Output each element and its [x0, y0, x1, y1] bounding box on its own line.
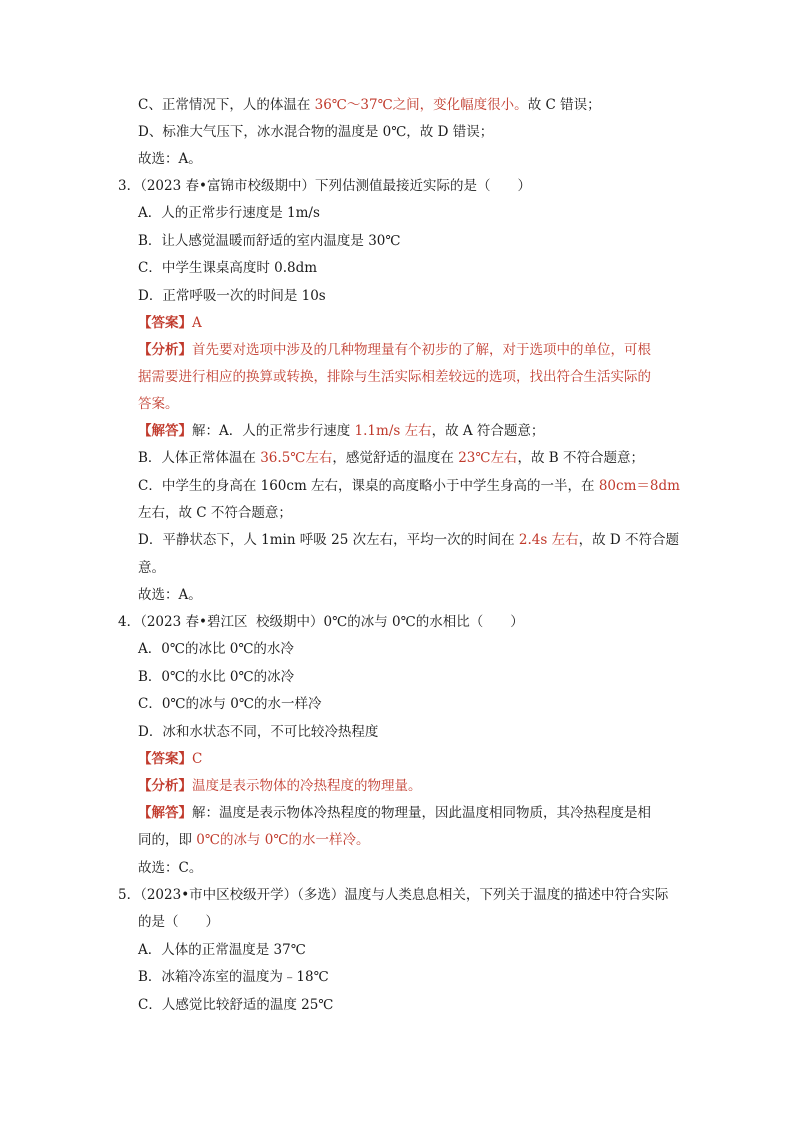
q4-analysis: 【分析】温度是表示物体的冷热程度的物理量。	[138, 778, 422, 794]
q3-solution-d: D．平静状态下，人 1min 呼吸 25 次左右，平均一次的时间在 2.4s 左右，故 D 不符合题	[138, 532, 679, 548]
q3-option-c: C．中学生课桌高度时 0.8dm	[138, 260, 318, 276]
q3-answer: 【答案】A	[138, 315, 202, 331]
q5-option-a: A．人体的正常温度是 37℃	[138, 942, 306, 958]
q3-analysis-line2: 据需要进行相应的换算或转换，排除与生活实际相差较远的选项，找出符合生活实际的	[138, 369, 651, 385]
q4-stem: 4．（2023 春•碧江区 校级期中）0℃的冰与 0℃的水相比（ ）	[118, 614, 524, 630]
q4-option-b: B．0℃的水比 0℃的冰冷	[138, 669, 295, 685]
q5-option-b: B．冰箱冷冻室的温度为﹣18℃	[138, 969, 329, 985]
q3-solution-d-line2: 意。	[138, 560, 165, 576]
q3-option-b: B．让人感觉温暖而舒适的室内温度是 30℃	[138, 233, 401, 249]
q5-option-c: C．人感觉比较舒适的温度 25℃	[138, 997, 334, 1013]
q3-stem: 3．（2023 春•富锦市校级期中）下列估测值最接近实际的是（ ）	[118, 178, 531, 194]
q3-solution-c: C．中学生的身高在 160cm 左右，课桌的高度略小于中学生身高的一半，在 80cm＝8dm	[138, 478, 680, 494]
q3-solution-c-line2: 左右，故 C 不符合题意；	[138, 505, 292, 521]
q3-analysis-line3: 答案。	[138, 396, 179, 412]
q3-solution-b: B．人体正常体温在 36.5℃左右，感觉舒适的温度在 23℃左右，故 B 不符合题意；	[138, 450, 644, 466]
q3-option-a: A．人的正常步行速度是 1m/s	[138, 205, 320, 221]
q4-solution: 【解答】解：温度是表示物体冷热程度的物理量，因此温度相同物质，其冷热程度是相	[138, 805, 651, 821]
q4-answer: 【答案】C	[138, 751, 203, 767]
q5-stem-line2: 的是（ ）	[138, 914, 219, 930]
q3-selection: 故选：A。	[138, 587, 202, 603]
q4-option-d: D．冰和水状态不同，不可比较冷热程度	[138, 724, 379, 740]
prev-selection: 故选：A。	[138, 151, 202, 167]
q4-option-c: C．0℃的冰与 0℃的水一样冷	[138, 696, 322, 712]
prev-option-d-explanation: D、标准大气压下，冰水混合物的温度是 0℃，故 D 错误；	[138, 124, 494, 140]
q3-analysis: 【分析】首先要对选项中涉及的几种物理量有个初步的了解，对于选项中的单位，可根	[138, 342, 651, 358]
q5-stem: 5．（2023•市中区校级开学）（多选）温度与人类息息相关，下列关于温度的描述中符合实际	[118, 887, 669, 903]
prev-option-c-explanation: C、正常情况下，人的体温在 36℃～37℃之间，变化幅度很小。故 C 错误；	[138, 97, 601, 113]
q4-option-a: A．0℃的冰比 0℃的水冷	[138, 641, 294, 657]
q3-option-d: D．正常呼吸一次的时间是 10s	[138, 288, 326, 304]
q4-solution-line2: 同的，即 0℃的冰与 0℃的水一样冷。	[138, 832, 370, 848]
q3-solution-a: 【解答】解：A．人的正常步行速度 1.1m/s 左右，故 A 符合题意；	[138, 423, 545, 439]
q4-selection: 故选：C。	[138, 860, 203, 876]
